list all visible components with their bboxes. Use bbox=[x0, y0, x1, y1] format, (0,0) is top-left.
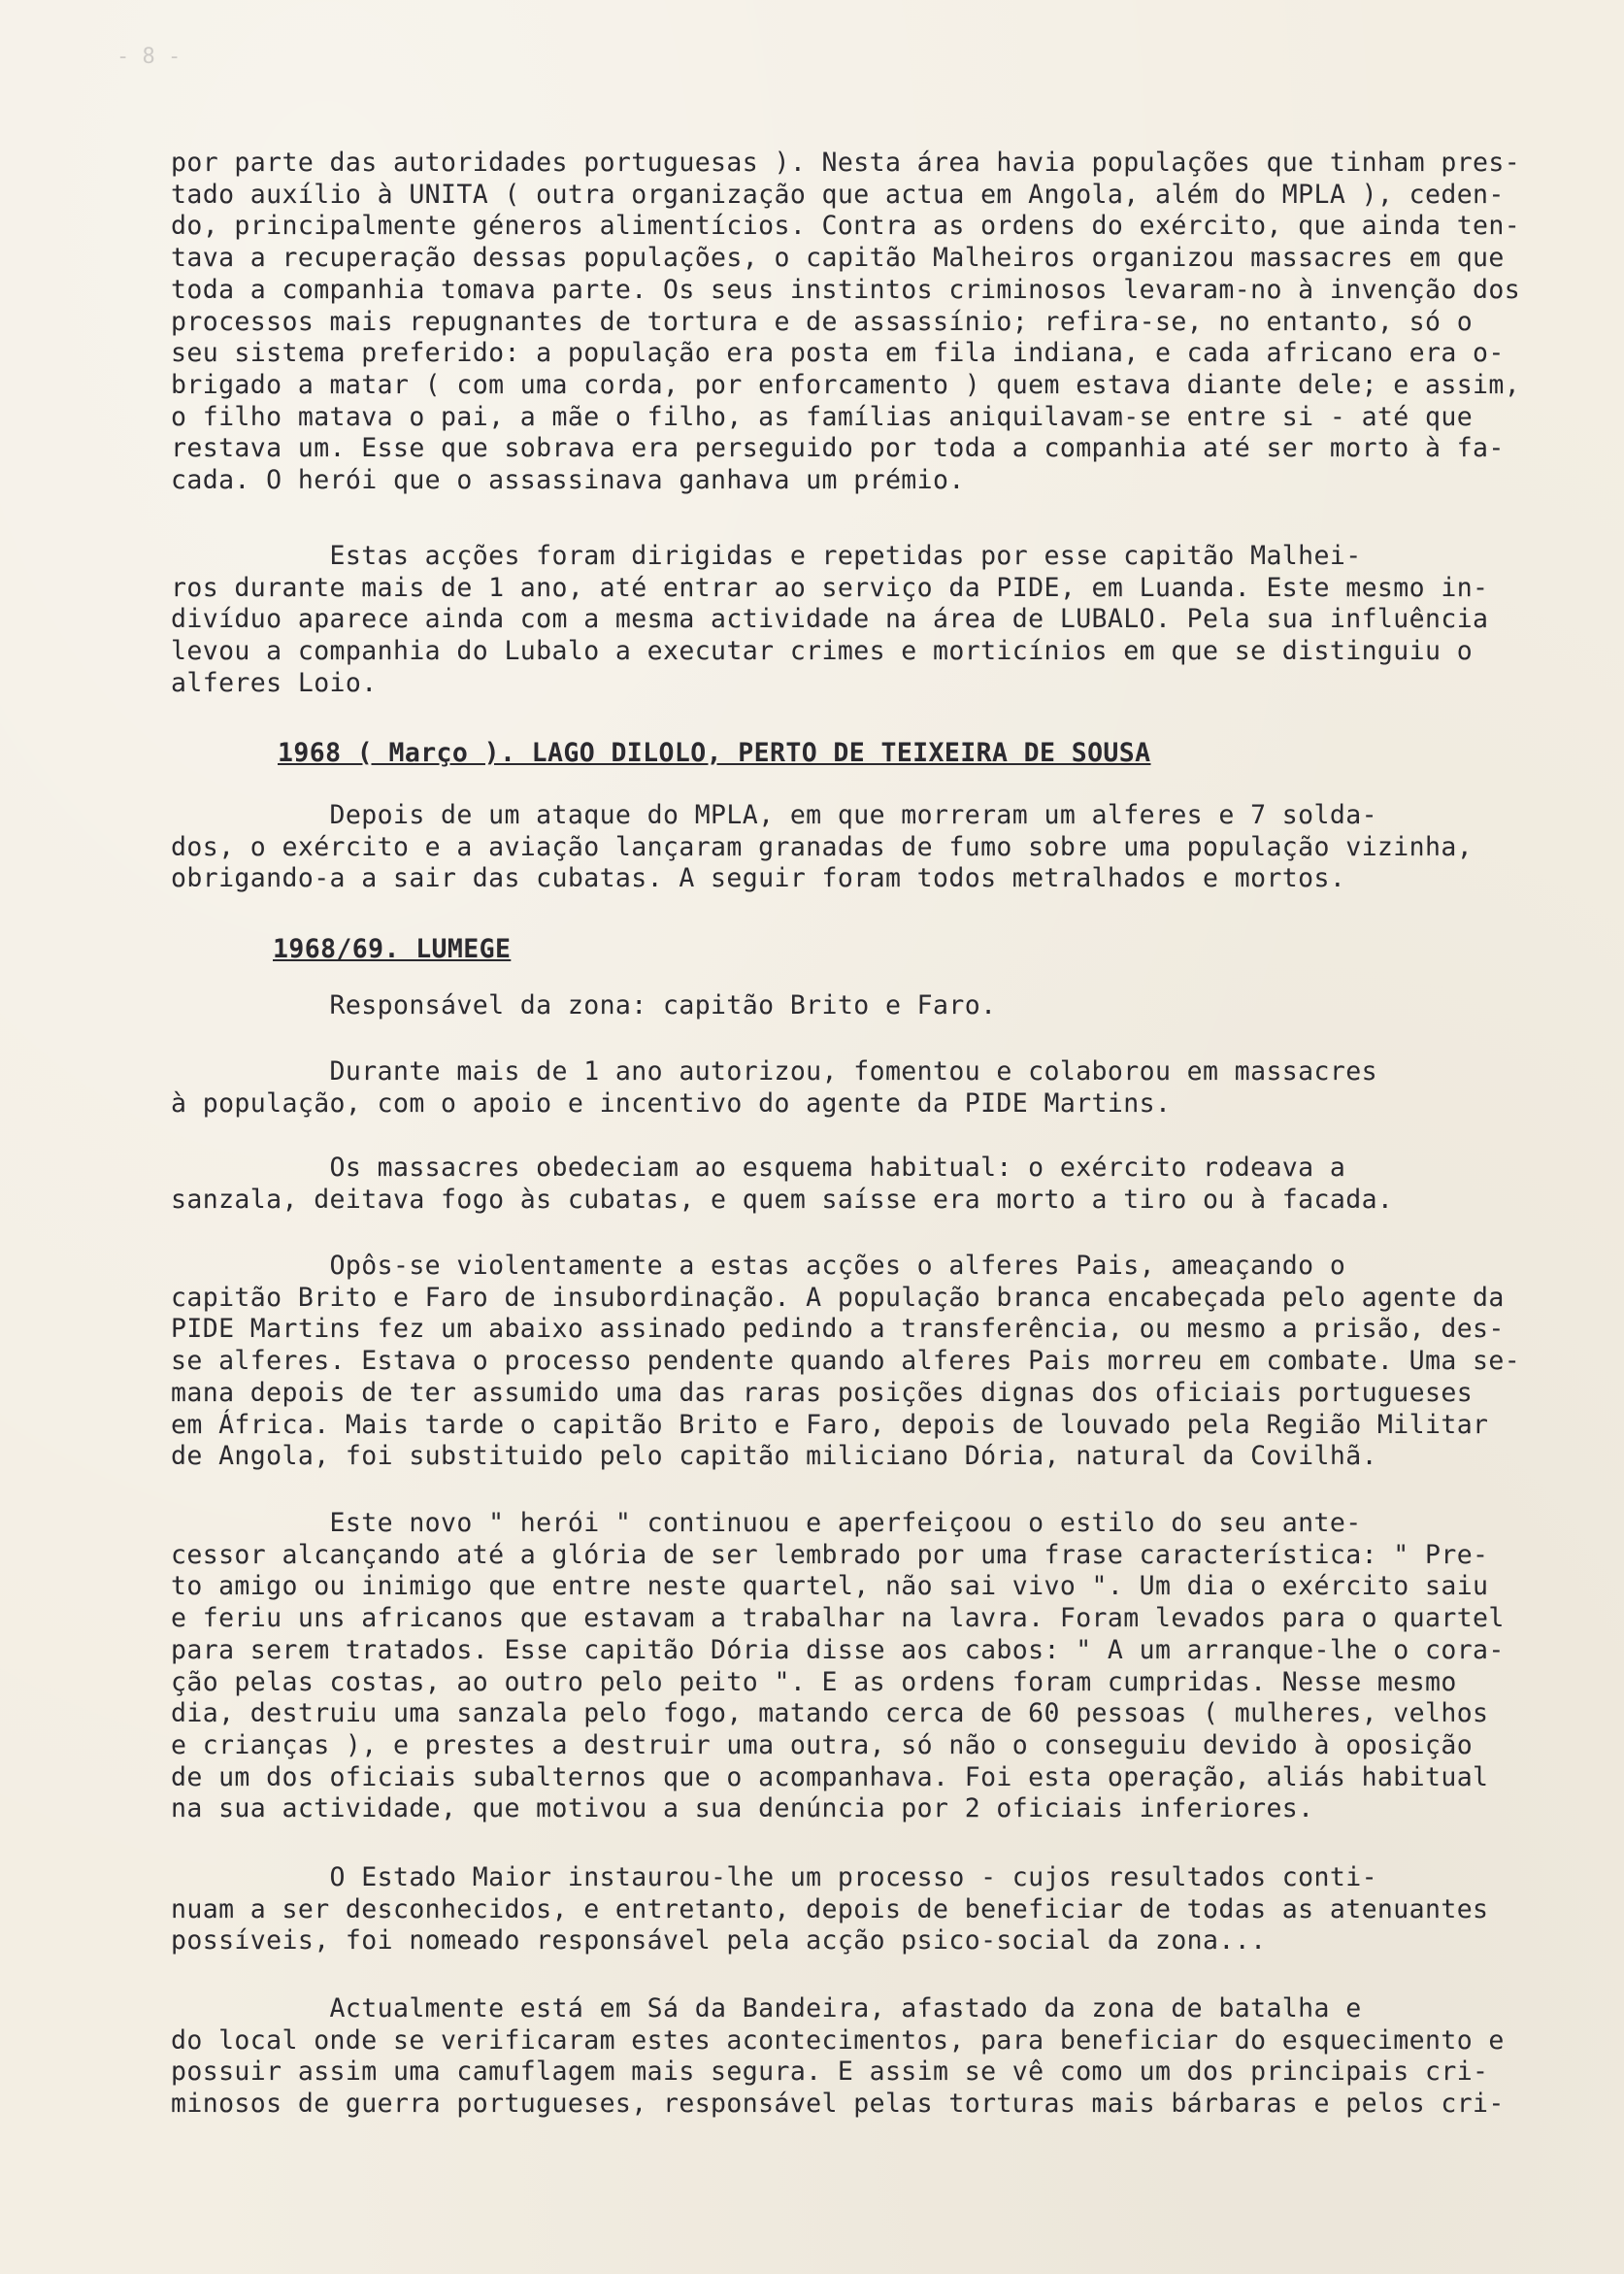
text-line: tava a recuperação dessas populações, o capitão Malheiros organizou massacres em que bbox=[171, 243, 1505, 274]
text-line: possuir assim uma camuflagem mais segura. E assim se vê como um dos principais cri- bbox=[171, 2057, 1489, 2088]
text-line: e crianças ), e prestes a destruir uma outra, só não o conseguiu devido à oposição bbox=[171, 1729, 1474, 1760]
text-line: se alferes. Estava o processo pendente quando alferes Pais morreu em combate. Uma se- bbox=[171, 1346, 1521, 1377]
text-line: levou a companhia do Lubalo a executar crimes e morticínios em que se distinguiu o bbox=[171, 636, 1474, 667]
text-line: seu sistema preferido: a população era posta em fila indiana, e cada africano era o- bbox=[171, 338, 1505, 369]
text-line: mana depois de ter assumido uma das raras posições dignas dos oficiais portugueses bbox=[171, 1377, 1474, 1408]
text-line: do local onde se verificaram estes acontecimentos, para beneficiar do esquecimento e bbox=[171, 2024, 1505, 2056]
text-line: nuam a ser desconhecidos, e entretanto, depois de beneficiar de todas as atenuantes bbox=[171, 1893, 1489, 1924]
text-line: Estas acções foram dirigidas e repetidas por esse capitão Malhei- bbox=[171, 541, 1362, 571]
paragraph-3 bbox=[171, 800, 1549, 895]
text-line: ros durante mais de 1 ano, até entrar ao serviço da PIDE, em Luanda. Este mesmo in- bbox=[171, 572, 1489, 603]
text-line: capitão Brito e Faro de insubordinação. A população branca encabeçada pelo agente da bbox=[171, 1282, 1505, 1313]
text-line: Os massacres obedeciam ao esquema habitual: o exército rodeava a bbox=[171, 1153, 1346, 1183]
text-line: e feriu uns africanos que estavam a trabalhar na lavra. Foram levados para o quartel bbox=[171, 1603, 1505, 1634]
text-line: do, principalmente géneros alimentícios. Contra as ordens do exército, que ainda ten- bbox=[171, 211, 1521, 242]
text-line: minosos de guerra portugueses, responsável pelas torturas mais bárbaras e pelos cri- bbox=[171, 2089, 1505, 2120]
text-line: to amigo ou inimigo que entre neste quartel, não sai vivo ". Um dia o exército saiu bbox=[171, 1571, 1489, 1602]
text-line: ção pelas costas, ao outro pelo peito ". E as ordens foram cumpridas. Nesse mesmo bbox=[171, 1666, 1457, 1697]
text-line: de um dos oficiais subalternos que o acompanhava. Foi esta operação, aliás habitual bbox=[171, 1761, 1489, 1792]
text-line: cessor alcançando até a glória de ser lembrado por uma frase característica: " Pre- bbox=[171, 1539, 1489, 1570]
paragraph-8 bbox=[171, 1508, 1549, 1825]
text-line: Actualmente está em Sá da Bandeira, afastado da zona de batalha e bbox=[171, 1993, 1362, 2023]
text-line: Responsável da zona: capitão Brito e Faro. bbox=[171, 990, 997, 1020]
section-heading-lumege: 1968/69. LUMEGE bbox=[273, 934, 512, 964]
text-line: processos mais repugnantes de tortura e de assassínio; refira-se, no entanto, só o bbox=[171, 306, 1474, 337]
text-line: possíveis, foi nomeado responsável pela acção psico-social da zona... bbox=[171, 1925, 1267, 1956]
text-line: por parte das autoridades portuguesas ). Nesta área havia populações que tinham pres- bbox=[171, 148, 1521, 178]
text-line: PIDE Martins fez um abaixo assinado pedindo a transferência, ou mesmo a prisão, des- bbox=[171, 1314, 1505, 1345]
text-line: cada. O herói que o assassinava ganhava um prémio. bbox=[171, 465, 965, 496]
section-heading-lago-dilolo: 1968 ( Março ). LAGO DILOLO, PERTO DE TEIXEIRA DE SOUSA bbox=[278, 738, 1151, 768]
paragraph-5 bbox=[171, 1056, 1549, 1120]
text-line: à população, com o apoio e incentivo do agente da PIDE Martins. bbox=[171, 1087, 1172, 1119]
paragraph-10 bbox=[171, 1993, 1549, 2121]
paragraph-7 bbox=[171, 1251, 1549, 1473]
text-line: sanzala, deitava fogo às cubatas, e quem saísse era morto a tiro ou à facada. bbox=[171, 1184, 1394, 1215]
paragraph-2 bbox=[171, 541, 1549, 700]
text-line: dos, o exército e a aviação lançaram granadas de fumo sobre uma população vizinha, bbox=[171, 831, 1474, 862]
text-line: O Estado Maior instaurou-lhe um processo - cujos resultados conti- bbox=[171, 1862, 1377, 1892]
paragraph-9 bbox=[171, 1862, 1549, 1957]
text-line: obrigando-a a sair das cubatas. A seguir foram todos metralhados e mortos. bbox=[171, 863, 1346, 894]
paragraph-4 bbox=[171, 990, 1549, 1022]
paragraph-6 bbox=[171, 1153, 1549, 1216]
text-line: Opôs-se violentamente a estas acções o alferes Pais, ameaçando o bbox=[171, 1251, 1346, 1281]
text-line: restava um. Esse que sobrava era perseguido por toda a companhia até ser morto à fa- bbox=[171, 433, 1505, 464]
text-line: dia, destruiu uma sanzala pelo fogo, matando cerca de 60 pessoas ( mulheres, velhos bbox=[171, 1698, 1489, 1729]
text-line: na sua actividade, que motivou a sua denúncia por 2 oficiais inferiores. bbox=[171, 1793, 1314, 1824]
paragraph-1 bbox=[171, 148, 1549, 497]
text-line: o filho matava o pai, a mãe o filho, as famílias aniquilavam-se entre si - até que bbox=[171, 401, 1474, 432]
text-line: de Angola, foi substituido pelo capitão miliciano Dória, natural da Covilhã. bbox=[171, 1441, 1377, 1472]
text-line: alferes Loio. bbox=[171, 667, 378, 698]
text-line: tado auxílio à UNITA ( outra organização que actua em Angola, além do MPLA ), ceden- bbox=[171, 179, 1505, 210]
text-line: toda a companhia tomava parte. Os seus instintos criminosos levaram-no à invenção dos bbox=[171, 274, 1521, 305]
text-line: brigado a matar ( com uma corda, por enforcamento ) quem estava diante dele; e assim, bbox=[171, 369, 1521, 400]
text-line: divíduo aparece ainda com a mesma actividade na área de LUBALO. Pela sua influência bbox=[171, 604, 1489, 635]
text-line: Este novo " herói " continuou e aperfeiçoou o estilo do seu ante- bbox=[171, 1508, 1362, 1538]
text-line: para serem tratados. Esse capitão Dória disse aos cabos: " A um arranque-lhe o cora- bbox=[171, 1634, 1505, 1665]
text-line: em África. Mais tarde o capitão Brito e Faro, depois de louvado pela Região Militar bbox=[171, 1409, 1489, 1440]
text-line: Durante mais de 1 ano autorizou, fomentou e colaborou em massacres bbox=[171, 1056, 1377, 1087]
page-number: - 8 - bbox=[116, 45, 182, 69]
text-line: Depois de um ataque do MPLA, em que morreram um alferes e 7 solda- bbox=[171, 800, 1377, 830]
